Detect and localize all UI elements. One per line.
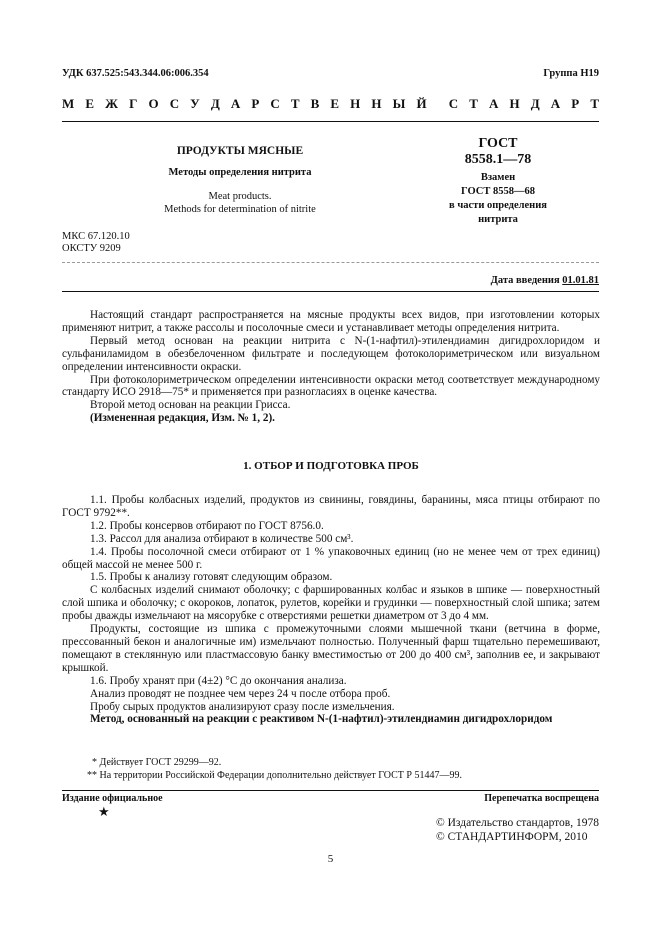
- intro-paragraph: При фотоколориметрическом определении интенсивности окраски метод соответствует международному стандарту ИСО 2918—75* и применяется при разногласиях в оценке качества.: [62, 373, 600, 399]
- clause-1-3: 1.3. Рассол для анализа отбирают в количестве 500 см³.: [90, 532, 354, 545]
- interstate-standard-banner: [62, 96, 599, 112]
- banner-letter: А: [230, 96, 241, 111]
- banner-letter: Н: [371, 96, 382, 111]
- footer-rule: [62, 790, 599, 791]
- banner-letter: Г: [129, 96, 138, 111]
- clause-1-1: 1.1. Пробы колбасных изделий, продуктов из свинины, говядины, баранины, мяса птицы отбирают по ГОСТ 9792**.: [62, 494, 600, 519]
- intro-date: [491, 275, 599, 286]
- banner-letter: Р: [251, 96, 260, 111]
- clause-1-6-text: Анализ проводят не позднее чем через 24 ч после отбора проб.: [90, 687, 391, 700]
- banner-letter: Е: [330, 96, 340, 111]
- introduction: [62, 309, 600, 425]
- title-divider: [62, 262, 599, 263]
- banner-letter: Н: [509, 96, 520, 111]
- banner-letter: С: [448, 96, 459, 111]
- group-code: Группа Н19: [543, 68, 599, 79]
- english-subtitle: Methods for determination of nitrite: [164, 204, 316, 215]
- intro-date-label: Дата введения: [490, 275, 560, 286]
- banner-letter: У: [190, 96, 200, 111]
- copyright-2010: © СТАНДАРТИНФОРМ, 2010: [435, 831, 588, 843]
- replaced-part-line2: нитрита: [478, 214, 518, 225]
- intro-paragraph: Второй метод основан на реакции Грисса.: [90, 399, 291, 412]
- clause-1-6-text: Пробу сырых продуктов анализируют сразу после измельчения.: [90, 700, 395, 713]
- banner-letter: М: [62, 96, 75, 111]
- banner-letter: А: [489, 96, 499, 111]
- intro-rule: [62, 291, 599, 292]
- header-rule: [62, 121, 599, 122]
- star-icon: ★: [98, 804, 110, 819]
- copyright-1978: © Издательство стандартов, 1978: [435, 817, 599, 829]
- gost-block: [418, 136, 578, 227]
- english-title: Meat products.: [208, 191, 272, 202]
- clause-1-5: 1.5. Пробы к анализу готовят следующим образом.: [90, 571, 333, 584]
- document-title: ПРОДУКТЫ МЯСНЫЕ: [176, 145, 304, 157]
- banner-letter: Й: [416, 96, 427, 111]
- banner-letter: Ы: [392, 96, 406, 111]
- banner-letter: Т: [290, 96, 300, 111]
- okstu-code: ОКСТУ 9209: [62, 243, 121, 254]
- gost-label: ГОСТ: [478, 136, 518, 151]
- banner-letter: С: [270, 96, 280, 111]
- title-block: [130, 145, 350, 216]
- clause-1-6: 1.6. Пробу хранят при (4±2) °С до окончания анализа.: [90, 674, 347, 687]
- banner-letter: О: [148, 96, 159, 111]
- section-heading: 1. ОТБОР И ПОДГОТОВКА ПРОБ: [243, 460, 419, 472]
- clause-1-4: 1.4. Пробы посолочной смеси отбирают от 1 % упаковочных единиц (но не менее чем от трех единиц) общей массой не менее 500 г.: [62, 545, 600, 571]
- reprint-prohibited: Перепечатка воспрещена: [484, 793, 599, 804]
- footnote-1: * Действует ГОСТ 29299—92.: [92, 757, 222, 768]
- page-number: 5: [327, 853, 334, 865]
- replaces-label: Взамен: [480, 172, 516, 183]
- replaced-standard: ГОСТ 8558—68: [461, 186, 535, 197]
- banner-letter: Е: [85, 96, 95, 111]
- footnotes: [62, 756, 462, 782]
- intro-date-value: 01.01.81: [562, 275, 599, 286]
- banner-letter: Н: [350, 96, 361, 111]
- mks-code: МКС 67.120.10: [62, 231, 130, 242]
- clause-1-2: 1.2. Пробы консервов отбирают по ГОСТ 8756.0.: [90, 519, 324, 532]
- gost-number: 8558.1—78: [464, 152, 532, 167]
- banner-letter: В: [310, 96, 320, 111]
- footnote-2: ** На территории Российской Федерации дополнительно действует ГОСТ Р 51447—99.: [87, 770, 462, 781]
- clause-1-5-text: С колбасных изделий снимают оболочку; с фаршированных колбас и языков в шпике — поверхностный слой шпика и оболочку; с окороков, лопаток, рулетов, корейки и грудинки — поверхностный слой шпика; затем пробы дважды измельчают на мясорубке с отверстиями решетки диаметром от 3 до 4 мм.: [62, 584, 600, 623]
- banner-letter: Т: [469, 96, 478, 111]
- intro-paragraph: Настоящий стандарт распространяется на мясные продукты всех видов, при изготовлении которых применяют нитрит, а также рассолы и посолочные смеси и устанавливает методы определения нитрита.: [62, 309, 600, 334]
- amendment-note: (Измененная редакция, Изм. № 1, 2).: [90, 412, 275, 425]
- banner-letter: Ж: [105, 96, 118, 111]
- document-subtitle: Методы определения нитрита: [168, 167, 312, 178]
- banner-letter: Д: [530, 96, 540, 111]
- intro-paragraph: Первый метод основан на реакции нитрита с N-(1-нафтил)-этилендиамин дигидрохлоридом и сульфаниламидом в обезбелоченном фильтрате и последующем фотоколориметрическом или визуальном определении интенсивности окраски.: [62, 334, 600, 373]
- official-edition: Издание официальное: [62, 793, 163, 804]
- banner-letter: Т: [590, 96, 599, 111]
- banner-letter: Д: [210, 96, 220, 111]
- banner-letter: С: [169, 96, 180, 111]
- section-1-body: [62, 494, 600, 726]
- copyright-block: [436, 816, 599, 844]
- banner-letter: А: [550, 96, 561, 111]
- classification-codes: [62, 231, 130, 255]
- banner-letter: Р: [571, 96, 580, 111]
- udk-code: УДК 637.525:543.344.06:006.354: [62, 68, 209, 79]
- method-heading: Метод, основанный на реакции с реактивом N-(1-нафтил)-этилендиамин дигидрохлоридом: [90, 713, 553, 726]
- clause-1-5-text: Продукты, состоящие из шпика с промежуточными слоями мышечной ткани (ветчина в форме, прессованный бекон и аналогичные им) измельчают полностью. Полученный фарш тщательно перемешивают, помещают в стеклянную или пластмассовую банку вместимостью от 200 до 400 см³, заполнив ее, и закрывают крышкой.: [62, 623, 600, 674]
- replaced-part-line1: в части определения: [449, 200, 547, 211]
